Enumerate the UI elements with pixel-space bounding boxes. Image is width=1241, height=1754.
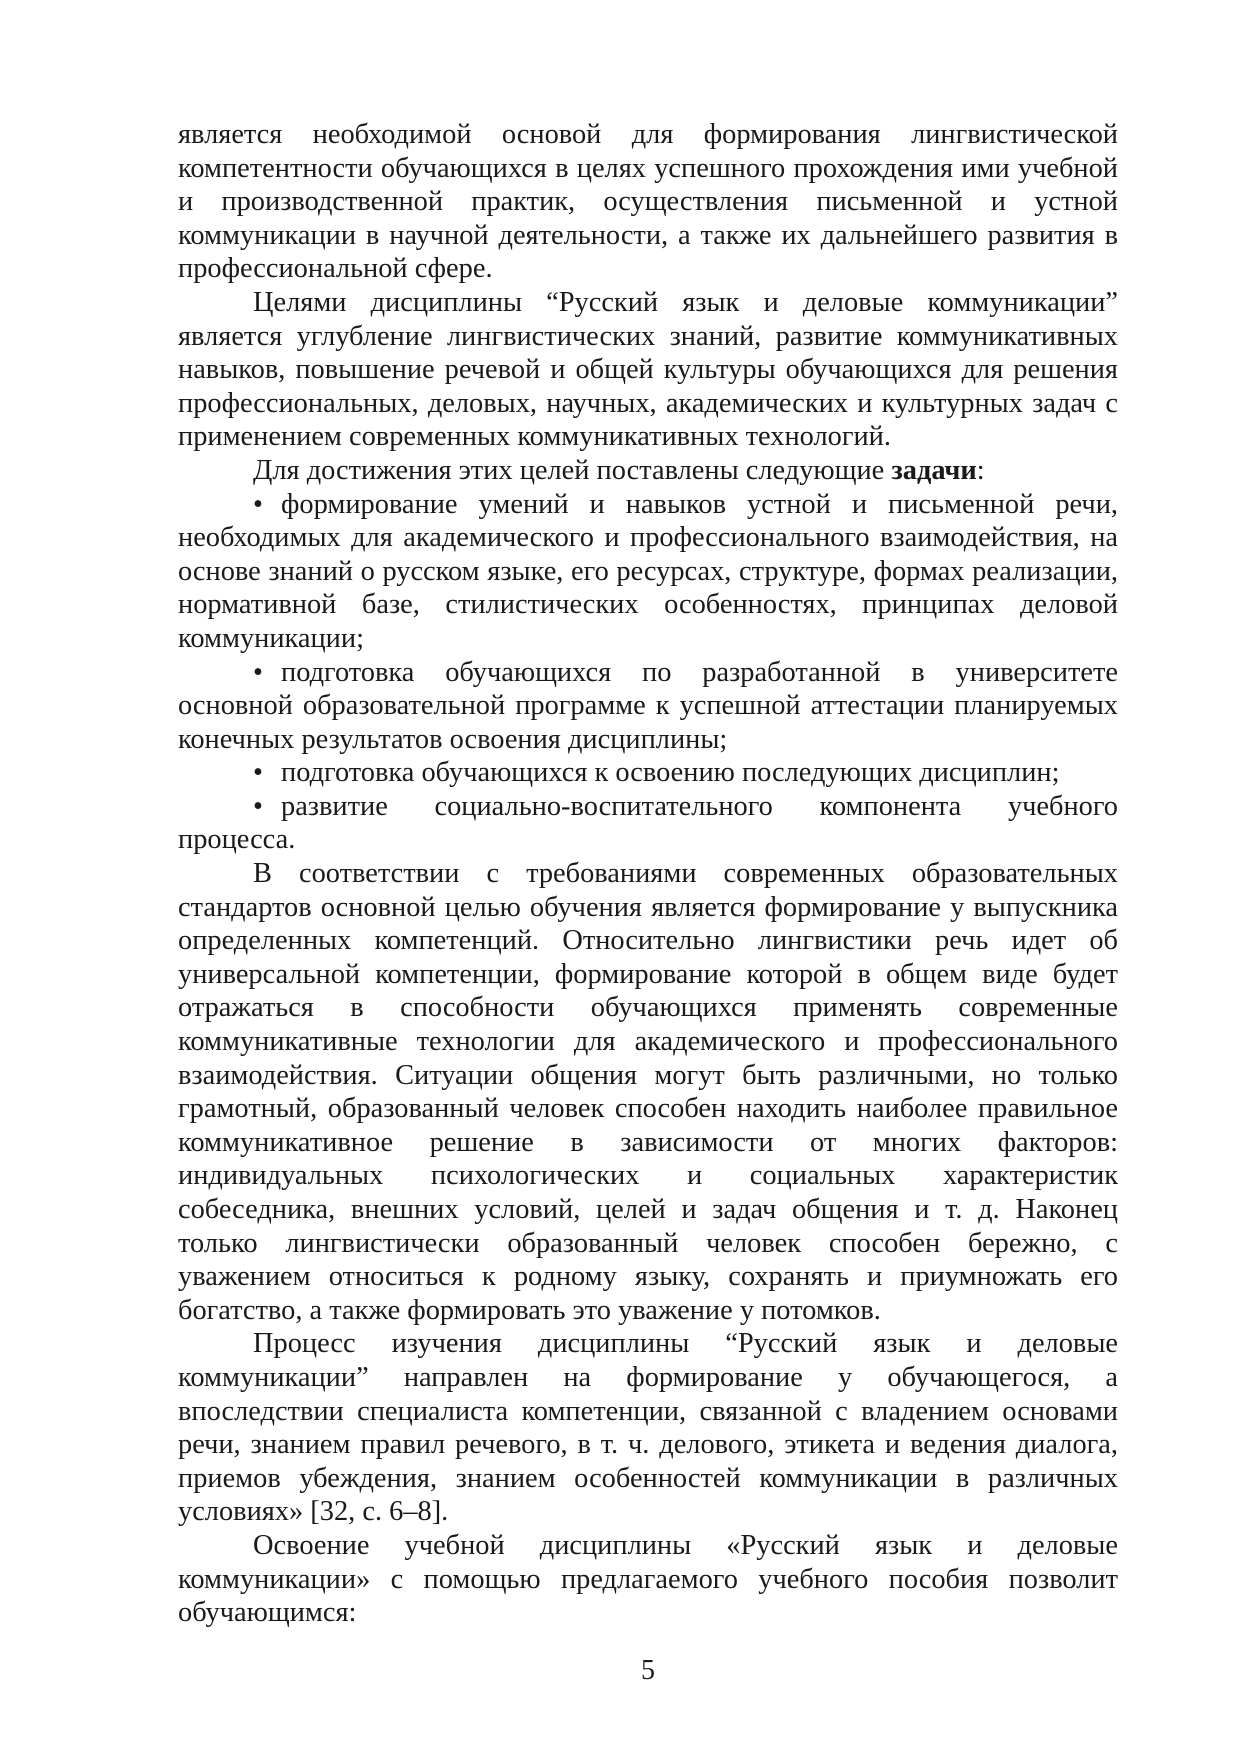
paragraph-tasks-intro bbox=[178, 454, 1118, 488]
paragraph-competencies: В соответствии с требованиями современных образовательных стандартов основной целью обучения является формирование у выпускника определенных компетенций. Относительно лингвистики речь идет об универсальной компетенции, формирование которой в общем виде будет отражаться в способности обучающихся применять современные коммуникативные технологии для академического и профессионального взаимодействия. Ситуации общения могут быть различными, но только грамотный, образованный человек способен находить наиболее правильное коммуникативное решение в зависимости от многих факторов: индивидуальных психологических и социальных характеристик собеседника, внешних условий, целей и задач общения и т. д. Наконец только лингвистически образованный человек способен бережно, с уважением относиться к родному языку, сохранять и приумножать его богатство, а также формировать это уважение у потомков. bbox=[178, 858, 1118, 1326]
list-item-text: формирование умений и навыков устной и письменной речи, необходимых для академического и профессионального взаимодействия, на основе знаний о русском языке, его ресурсах, структуре, формах реализации, нормативной базе, стилистических особенностях, принципах деловой коммуникации; bbox=[178, 488, 1118, 654]
bullet-icon: • bbox=[253, 757, 263, 789]
list-item bbox=[178, 756, 1118, 790]
page-number: 5 bbox=[641, 1655, 655, 1686]
bullet-icon: • bbox=[253, 488, 263, 520]
bullet-icon: • bbox=[253, 656, 263, 688]
paragraph-mastery: Освоение учебной дисциплины «Русский язык и деловые коммуникации» с помощью предлагаемого учебного пособия позволит обучающимся: bbox=[178, 1529, 1118, 1629]
paragraph-goals: Целями дисциплины “Русский язык и деловые коммуникации” является углубление лингвистических знаний, развитие коммуникативных навыков, повышение речевой и общей культуры обучающихся для решения профессиональных, деловых, научных, академических и культурных задач с применением современных коммуникативных технологий. bbox=[178, 286, 1118, 453]
list-item-text: развитие социально-воспитательного компонента учебного процесса. bbox=[178, 790, 1118, 856]
bullet-icon: • bbox=[253, 790, 263, 822]
list-item-text: подготовка обучающихся к освоению последующих дисциплин; bbox=[281, 757, 1060, 789]
paragraph-continuation: является необходимой основой для формирования лингвистической компетентности обучающихся в целях успешного прохождения ими учебной и производственной практик, осуществления письменной и устной коммуникации в научной деятельности, а также их дальнейшего развития в профессиональной сфере. bbox=[178, 119, 1118, 285]
list-item bbox=[178, 488, 1118, 656]
page-body bbox=[178, 118, 1118, 1630]
list-item bbox=[178, 656, 1118, 757]
list-item-text: подготовка обучающихся по разработанной в университете основной образовательной программе к успешной аттестации планируемых конечных результатов освоения дисциплины; bbox=[178, 656, 1118, 755]
tasks-intro-colon: : bbox=[976, 454, 985, 486]
tasks-keyword: задачи bbox=[891, 454, 977, 486]
list-item bbox=[178, 790, 1118, 857]
tasks-intro-text: Для достижения этих целей поставлены следующие bbox=[253, 454, 892, 486]
paragraph-study-process: Процесс изучения дисциплины “Русский язык и деловые коммуникации” направлен на формирование у обучающегося, а впоследствии специалиста компетенции, связанной с владением основами речи, знанием правил речевого, в т. ч. делового, этикета и ведения диалога, приемов убеждения, знанием особенностей коммуникации в различных условиях» [32, с. 6–8]. bbox=[178, 1328, 1118, 1528]
